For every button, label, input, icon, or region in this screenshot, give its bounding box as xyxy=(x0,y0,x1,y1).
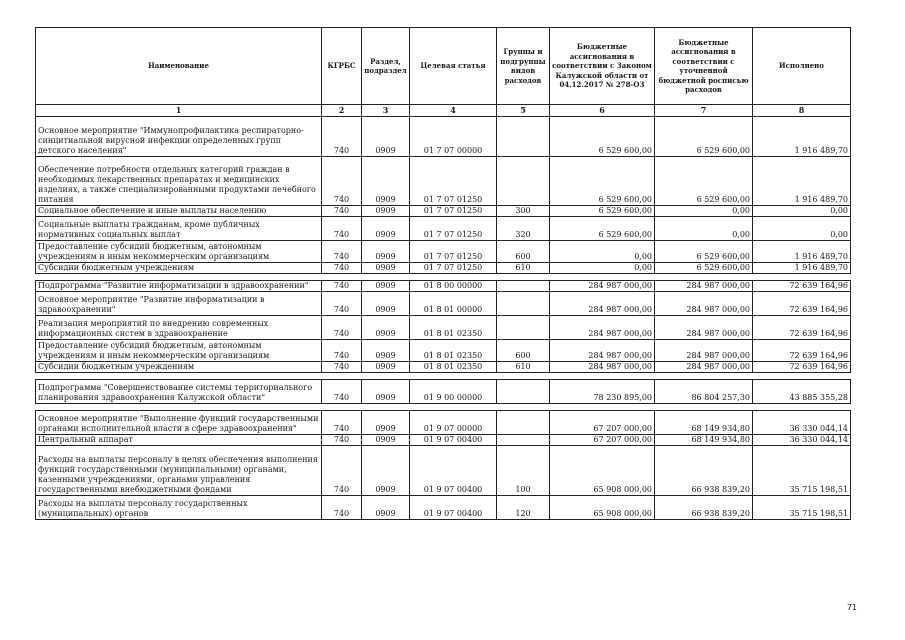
row-budget-law: 0,00 xyxy=(550,263,655,274)
col-number: 1 xyxy=(36,105,322,117)
table-row xyxy=(36,206,851,217)
row-kgrbs: 740 xyxy=(322,241,362,263)
row-target: 01 7 07 00000 xyxy=(410,117,497,157)
row-budget-refined: 6 529 600,00 xyxy=(655,117,753,157)
row-budget-refined: 284 987 000,00 xyxy=(655,316,753,340)
table-row xyxy=(36,316,851,340)
row-spacer xyxy=(36,373,851,380)
row-budget-law: 67 207 000,00 xyxy=(550,435,655,446)
row-group: 600 xyxy=(497,241,550,263)
row-group xyxy=(497,435,550,446)
row-section: 0909 xyxy=(362,496,410,520)
row-executed: 0,00 xyxy=(753,217,851,241)
row-name: Предоставление субсидий бюджетным, автономным учреждениям и иным некоммерческим организациям xyxy=(36,241,322,263)
row-name: Обеспечение потребности отдельных категорий граждан в необходимых лекарственных препаратах и медицинских изделиях, а также специализированными продуктами лечебного питания xyxy=(36,157,322,206)
row-budget-law: 67 207 000,00 xyxy=(550,411,655,435)
row-executed: 1 916 489,70 xyxy=(753,241,851,263)
table-row xyxy=(36,411,851,435)
row-budget-law: 6 529 600,00 xyxy=(550,117,655,157)
row-executed: 72 639 164,96 xyxy=(753,362,851,373)
row-group xyxy=(497,281,550,292)
row-kgrbs: 740 xyxy=(322,263,362,274)
row-section: 0909 xyxy=(362,263,410,274)
row-executed: 0,00 xyxy=(753,206,851,217)
row-executed: 72 639 164,96 xyxy=(753,281,851,292)
table-row xyxy=(36,496,851,520)
row-budget-law: 78 230 895,00 xyxy=(550,380,655,404)
table-row xyxy=(36,446,851,496)
row-group xyxy=(497,316,550,340)
row-name: Предоставление субсидий бюджетным, автономным учреждениям и иным некоммерческим организациям xyxy=(36,340,322,362)
row-kgrbs: 740 xyxy=(322,340,362,362)
row-budget-law: 6 529 600,00 xyxy=(550,217,655,241)
row-budget-refined: 6 529 600,00 xyxy=(655,263,753,274)
row-budget-law: 65 908 000,00 xyxy=(550,496,655,520)
row-section: 0909 xyxy=(362,340,410,362)
budget-table xyxy=(35,27,851,520)
row-target: 01 8 01 02350 xyxy=(410,362,497,373)
table-row xyxy=(36,117,851,157)
row-budget-refined: 68 149 934,80 xyxy=(655,435,753,446)
row-executed: 35 715 198,51 xyxy=(753,496,851,520)
row-section: 0909 xyxy=(362,362,410,373)
row-target: 01 8 01 00000 xyxy=(410,292,497,316)
row-name: Основное мероприятие "Иммунопрофилактика респираторно-синцитиальной вирусной инфекции определенных групп детского населения" xyxy=(36,117,322,157)
table-row xyxy=(36,380,851,404)
row-executed: 43 885 355,28 xyxy=(753,380,851,404)
col-number: 6 xyxy=(550,105,655,117)
col-number: 3 xyxy=(362,105,410,117)
row-group xyxy=(497,117,550,157)
row-budget-law: 0,00 xyxy=(550,241,655,263)
row-section: 0909 xyxy=(362,316,410,340)
row-target: 01 8 01 02350 xyxy=(410,316,497,340)
row-budget-law: 65 908 000,00 xyxy=(550,446,655,496)
table-row xyxy=(36,362,851,373)
header-budget-refined: Бюджетные ассигнования в соответствии с уточненной бюджетной росписью расходов xyxy=(655,28,753,105)
table-row xyxy=(36,435,851,446)
row-executed: 1 916 489,70 xyxy=(753,157,851,206)
row-budget-law: 6 529 600,00 xyxy=(550,157,655,206)
header-groups: Группы и подгруппы видов расходов xyxy=(497,28,550,105)
row-budget-refined: 284 987 000,00 xyxy=(655,340,753,362)
row-name: Реализация мероприятий по внедрению современных информационных систем в здравоохранение xyxy=(36,316,322,340)
row-budget-law: 6 529 600,00 xyxy=(550,206,655,217)
row-section: 0909 xyxy=(362,206,410,217)
table-row xyxy=(36,281,851,292)
row-kgrbs: 740 xyxy=(322,157,362,206)
row-budget-refined: 66 938 839,20 xyxy=(655,446,753,496)
row-group: 320 xyxy=(497,217,550,241)
row-budget-refined: 284 987 000,00 xyxy=(655,292,753,316)
row-spacer xyxy=(36,404,851,411)
row-kgrbs: 740 xyxy=(322,217,362,241)
row-budget-law: 284 987 000,00 xyxy=(550,316,655,340)
row-kgrbs: 740 xyxy=(322,206,362,217)
row-budget-refined: 0,00 xyxy=(655,206,753,217)
row-executed: 36 330 044,14 xyxy=(753,411,851,435)
table-row xyxy=(36,241,851,263)
row-executed: 72 639 164,96 xyxy=(753,292,851,316)
table-row xyxy=(36,263,851,274)
header-kgrbs: КГРБС xyxy=(322,28,362,105)
row-executed: 1 916 489,70 xyxy=(753,117,851,157)
row-executed: 72 639 164,96 xyxy=(753,316,851,340)
row-budget-refined: 86 804 257,30 xyxy=(655,380,753,404)
row-name: Подпрограмма "Развитие информатизации в здравоохранении" xyxy=(36,281,322,292)
row-name: Основное мероприятие "Развитие информатизации в здравоохранении" xyxy=(36,292,322,316)
header-name: Наименование xyxy=(36,28,322,105)
row-name: Субсидии бюджетным учреждениям xyxy=(36,263,322,274)
row-budget-refined: 284 987 000,00 xyxy=(655,281,753,292)
row-name: Расходы на выплаты персоналу в целях обеспечения выполнения функций государственными (муниципальными) органами, казенными учреждениями, органами управления государственными внебюджетными фондами xyxy=(36,446,322,496)
col-number: 4 xyxy=(410,105,497,117)
row-section: 0909 xyxy=(362,380,410,404)
row-section: 0909 xyxy=(362,217,410,241)
row-name: Социальные выплаты гражданам, кроме публичных нормативных социальных выплат xyxy=(36,217,322,241)
row-group: 610 xyxy=(497,362,550,373)
row-target: 01 9 07 00400 xyxy=(410,496,497,520)
row-executed: 72 639 164,96 xyxy=(753,340,851,362)
row-name: Подпрограмма "Совершенствование системы территориального планирования здравоохранения Калужской области" xyxy=(36,380,322,404)
row-target: 01 9 00 00000 xyxy=(410,380,497,404)
row-budget-refined: 284 987 000,00 xyxy=(655,362,753,373)
row-target: 01 7 07 01250 xyxy=(410,217,497,241)
row-group: 300 xyxy=(497,206,550,217)
header-executed: Исполнено xyxy=(753,28,851,105)
row-executed: 35 715 198,51 xyxy=(753,446,851,496)
header-target: Целевая статья xyxy=(410,28,497,105)
row-name: Основное мероприятие "Выполнение функций государственными органами исполнительной власти в сфере здравоохранения" xyxy=(36,411,322,435)
row-section: 0909 xyxy=(362,281,410,292)
row-target: 01 7 07 01250 xyxy=(410,241,497,263)
row-section: 0909 xyxy=(362,292,410,316)
row-kgrbs: 740 xyxy=(322,292,362,316)
row-name: Центральный аппарат xyxy=(36,435,322,446)
row-spacer xyxy=(36,274,851,281)
row-executed: 36 330 044,14 xyxy=(753,435,851,446)
table-row xyxy=(36,292,851,316)
table-body xyxy=(36,117,851,520)
row-budget-law: 284 987 000,00 xyxy=(550,340,655,362)
table-row xyxy=(36,157,851,206)
row-section: 0909 xyxy=(362,241,410,263)
row-kgrbs: 740 xyxy=(322,380,362,404)
row-section: 0909 xyxy=(362,446,410,496)
row-kgrbs: 740 xyxy=(322,362,362,373)
row-executed: 1 916 489,70 xyxy=(753,263,851,274)
row-group: 120 xyxy=(497,496,550,520)
row-target: 01 7 07 01250 xyxy=(410,263,497,274)
row-kgrbs: 740 xyxy=(322,411,362,435)
row-kgrbs: 740 xyxy=(322,316,362,340)
row-budget-refined: 6 529 600,00 xyxy=(655,157,753,206)
row-budget-refined: 6 529 600,00 xyxy=(655,241,753,263)
row-group: 610 xyxy=(497,263,550,274)
row-group: 600 xyxy=(497,340,550,362)
row-budget-law: 284 987 000,00 xyxy=(550,281,655,292)
row-kgrbs: 740 xyxy=(322,496,362,520)
row-target: 01 9 07 00400 xyxy=(410,435,497,446)
row-budget-refined: 68 149 934,80 xyxy=(655,411,753,435)
row-group xyxy=(497,380,550,404)
row-section: 0909 xyxy=(362,117,410,157)
col-number: 7 xyxy=(655,105,753,117)
row-target: 01 7 07 01250 xyxy=(410,157,497,206)
row-target: 01 9 07 00400 xyxy=(410,446,497,496)
row-budget-law: 284 987 000,00 xyxy=(550,362,655,373)
row-name: Социальное обеспечение и иные выплаты населению xyxy=(36,206,322,217)
row-group: 100 xyxy=(497,446,550,496)
row-target: 01 8 00 00000 xyxy=(410,281,497,292)
row-kgrbs: 740 xyxy=(322,281,362,292)
row-budget-law: 284 987 000,00 xyxy=(550,292,655,316)
row-group xyxy=(497,411,550,435)
col-number: 5 xyxy=(497,105,550,117)
row-kgrbs: 740 xyxy=(322,446,362,496)
header-budget-law: Бюджетные ассигнования в соответствии с Законом Калужской области от 04.12.2017 № 278-ОЗ xyxy=(550,28,655,105)
row-name: Субсидии бюджетным учреждениям xyxy=(36,362,322,373)
col-number: 2 xyxy=(322,105,362,117)
row-section: 0909 xyxy=(362,411,410,435)
row-target: 01 7 07 01250 xyxy=(410,206,497,217)
row-name: Расходы на выплаты персоналу государственных (муниципальных) органов xyxy=(36,496,322,520)
row-kgrbs: 740 xyxy=(322,117,362,157)
row-budget-refined: 0,00 xyxy=(655,217,753,241)
row-group xyxy=(497,157,550,206)
header-section: Раздел, подраздел xyxy=(362,28,410,105)
row-group xyxy=(497,292,550,316)
row-kgrbs: 740 xyxy=(322,435,362,446)
col-number: 8 xyxy=(753,105,851,117)
row-section: 0909 xyxy=(362,435,410,446)
row-target: 01 8 01 02350 xyxy=(410,340,497,362)
table-row xyxy=(36,340,851,362)
table-row xyxy=(36,217,851,241)
row-budget-refined: 66 938 839,20 xyxy=(655,496,753,520)
row-target: 01 9 07 00000 xyxy=(410,411,497,435)
page-number: 71 xyxy=(846,603,857,612)
row-section: 0909 xyxy=(362,157,410,206)
